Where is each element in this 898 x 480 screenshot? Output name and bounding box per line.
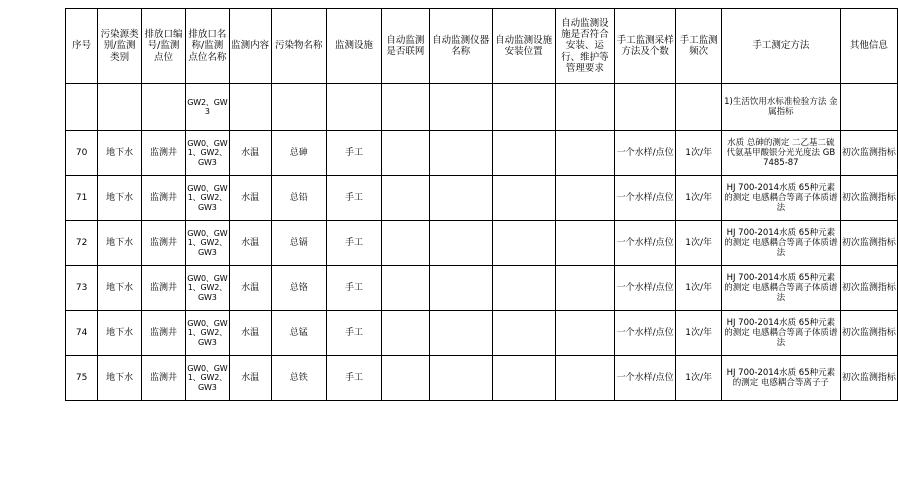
cell-auto-install-position [492, 176, 555, 221]
cell-auto-instrument-name [429, 176, 492, 221]
monitoring-plan-table [65, 8, 898, 401]
cell-auto-instrument-name [429, 266, 492, 311]
cell-monitor-content: 水温 [229, 311, 271, 356]
cell-outlet-no: 监测井 [142, 221, 186, 266]
cell-facility: 手工 [326, 266, 381, 311]
cell-seq [66, 84, 98, 131]
cell-monitor-content: 水温 [229, 221, 271, 266]
cell-outlet-no: 监测井 [142, 311, 186, 356]
cell-network-linked [382, 84, 430, 131]
cell-manual-determination-method: HJ 700-2014水质 65种元素的测定 电感耦合等离子体质谱法 [721, 266, 840, 311]
column-header-manual-frequency: 手工监测频次 [676, 9, 722, 84]
cell-auto-compliance [555, 266, 614, 311]
cell-auto-instrument-name [429, 84, 492, 131]
cell-facility: 手工 [326, 131, 381, 176]
cell-facility: 手工 [326, 176, 381, 221]
cell-outlet-no: 监测井 [142, 176, 186, 221]
column-header-auto-compliance: 自动监测设施是否符合安装、运行、维护等管理要求 [555, 9, 614, 84]
cell-pollutant: 总铁 [271, 356, 326, 401]
cell-auto-install-position [492, 356, 555, 401]
cell-manual-determination-method: 1)生活饮用水标准检验方法 金属指标 [721, 84, 840, 131]
cell-manual-determination-method: HJ 700-2014水质 65种元素的测定 电感耦合等离子体质谱法 [721, 311, 840, 356]
cell-facility [326, 84, 381, 131]
cell-seq: 71 [66, 176, 98, 221]
cell-other-info: 初次监测指标 [840, 176, 897, 221]
table-row [66, 221, 898, 266]
cell-other-info: 初次监测指标 [840, 131, 897, 176]
cell-outlet-no: 监测井 [142, 356, 186, 401]
cell-seq: 74 [66, 311, 98, 356]
cell-source-type: 地下水 [98, 311, 142, 356]
cell-auto-install-position [492, 131, 555, 176]
cell-sampling-method: 一个水样/点位 [615, 131, 676, 176]
cell-monitor-content: 水温 [229, 176, 271, 221]
cell-pollutant: 总镉 [271, 221, 326, 266]
cell-sampling-method: 一个水样/点位 [615, 266, 676, 311]
cell-auto-instrument-name [429, 311, 492, 356]
cell-outlet-name: GW0、GW1、GW2、GW3 [185, 311, 229, 356]
cell-auto-install-position [492, 311, 555, 356]
cell-facility: 手工 [326, 356, 381, 401]
cell-auto-compliance [555, 356, 614, 401]
cell-auto-instrument-name [429, 221, 492, 266]
column-header-sampling-method: 手工监测采样方法及个数 [615, 9, 676, 84]
table-row [66, 176, 898, 221]
cell-outlet-name: GW0、GW1、GW2、GW3 [185, 221, 229, 266]
cell-manual-frequency: 1次/年 [676, 131, 722, 176]
cell-manual-frequency: 1次/年 [676, 266, 722, 311]
cell-monitor-content [229, 84, 271, 131]
cell-auto-compliance [555, 176, 614, 221]
cell-other-info: 初次监测指标 [840, 266, 897, 311]
cell-sampling-method: 一个水样/点位 [615, 356, 676, 401]
cell-sampling-method: 一个水样/点位 [615, 221, 676, 266]
column-header-manual-determination-method: 手工测定方法 [721, 9, 840, 84]
table-row [66, 356, 898, 401]
cell-manual-frequency: 1次/年 [676, 221, 722, 266]
cell-auto-compliance [555, 84, 614, 131]
cell-manual-determination-method: HJ 700-2014水质 65种元素的测定 电感耦合等离子体质谱法 [721, 176, 840, 221]
table-row [66, 131, 898, 176]
cell-seq: 70 [66, 131, 98, 176]
cell-facility: 手工 [326, 221, 381, 266]
column-header-network-linked: 自动监测是否联网 [382, 9, 430, 84]
cell-manual-frequency: 1次/年 [676, 176, 722, 221]
column-header-other-info: 其他信息 [840, 9, 897, 84]
cell-auto-install-position [492, 84, 555, 131]
column-header-facility: 监测设施 [326, 9, 381, 84]
cell-manual-determination-method: 水质 总砷的测定 二乙基二硫代氨基甲酸银分光光度法 GB 7485-87 [721, 131, 840, 176]
cell-manual-frequency: 1次/年 [676, 356, 722, 401]
cell-network-linked [382, 176, 430, 221]
column-header-auto-instrument-name: 自动监测仪器名称 [429, 9, 492, 84]
column-header-source-type: 污染源类别/监测类别 [98, 9, 142, 84]
cell-monitor-content: 水温 [229, 356, 271, 401]
table-row [66, 311, 898, 356]
cell-source-type: 地下水 [98, 221, 142, 266]
cell-seq: 72 [66, 221, 98, 266]
cell-outlet-name: GW2、GW3 [185, 84, 229, 131]
cell-auto-compliance [555, 311, 614, 356]
cell-auto-compliance [555, 221, 614, 266]
cell-manual-frequency: 1次/年 [676, 311, 722, 356]
cell-source-type: 地下水 [98, 266, 142, 311]
cell-monitor-content: 水温 [229, 131, 271, 176]
cell-auto-install-position [492, 266, 555, 311]
cell-seq: 73 [66, 266, 98, 311]
cell-outlet-no: 监测井 [142, 266, 186, 311]
column-header-monitor-content: 监测内容 [229, 9, 271, 84]
table-row [66, 84, 898, 131]
cell-sampling-method [615, 84, 676, 131]
cell-network-linked [382, 266, 430, 311]
cell-outlet-name: GW0、GW1、GW2、GW3 [185, 176, 229, 221]
cell-other-info: 初次监测指标 [840, 221, 897, 266]
cell-auto-instrument-name [429, 356, 492, 401]
cell-manual-determination-method: HJ 700-2014水质 65种元素的测定 电感耦合等离子体质谱法 [721, 221, 840, 266]
cell-auto-instrument-name [429, 131, 492, 176]
cell-other-info: 初次监测指标 [840, 356, 897, 401]
column-header-outlet-no: 排放口编号/监测点位 [142, 9, 186, 84]
cell-outlet-no: 监测井 [142, 131, 186, 176]
cell-network-linked [382, 356, 430, 401]
cell-facility: 手工 [326, 311, 381, 356]
cell-pollutant: 总砷 [271, 131, 326, 176]
cell-pollutant [271, 84, 326, 131]
cell-sampling-method: 一个水样/点位 [615, 311, 676, 356]
column-header-auto-install-position: 自动监测设施安装位置 [492, 9, 555, 84]
table-header-row [66, 9, 898, 84]
column-header-seq: 序号 [66, 9, 98, 84]
cell-source-type: 地下水 [98, 356, 142, 401]
cell-outlet-name: GW0、GW1、GW2、GW3 [185, 131, 229, 176]
cell-source-type [98, 84, 142, 131]
cell-manual-frequency [676, 84, 722, 131]
cell-outlet-name: GW0、GW1、GW2、GW3 [185, 356, 229, 401]
table-body [66, 84, 898, 401]
table-header [66, 9, 898, 84]
cell-pollutant: 总锰 [271, 311, 326, 356]
cell-network-linked [382, 311, 430, 356]
cell-monitor-content: 水温 [229, 266, 271, 311]
cell-other-info [840, 84, 897, 131]
cell-source-type: 地下水 [98, 131, 142, 176]
table-row [66, 266, 898, 311]
cell-auto-install-position [492, 221, 555, 266]
cell-sampling-method: 一个水样/点位 [615, 176, 676, 221]
column-header-outlet-name: 排放口名称/监测点位名称 [185, 9, 229, 84]
cell-outlet-no [142, 84, 186, 131]
cell-auto-compliance [555, 131, 614, 176]
cell-outlet-name: GW0、GW1、GW2、GW3 [185, 266, 229, 311]
cell-other-info: 初次监测指标 [840, 311, 897, 356]
cell-network-linked [382, 221, 430, 266]
cell-seq: 75 [66, 356, 98, 401]
cell-manual-determination-method: HJ 700-2014水质 65种元素的测定 电感耦合等离子子 [721, 356, 840, 401]
cell-source-type: 地下水 [98, 176, 142, 221]
cell-pollutant: 总铅 [271, 176, 326, 221]
column-header-pollutant: 污染物名称 [271, 9, 326, 84]
cell-network-linked [382, 131, 430, 176]
cell-pollutant: 总铬 [271, 266, 326, 311]
